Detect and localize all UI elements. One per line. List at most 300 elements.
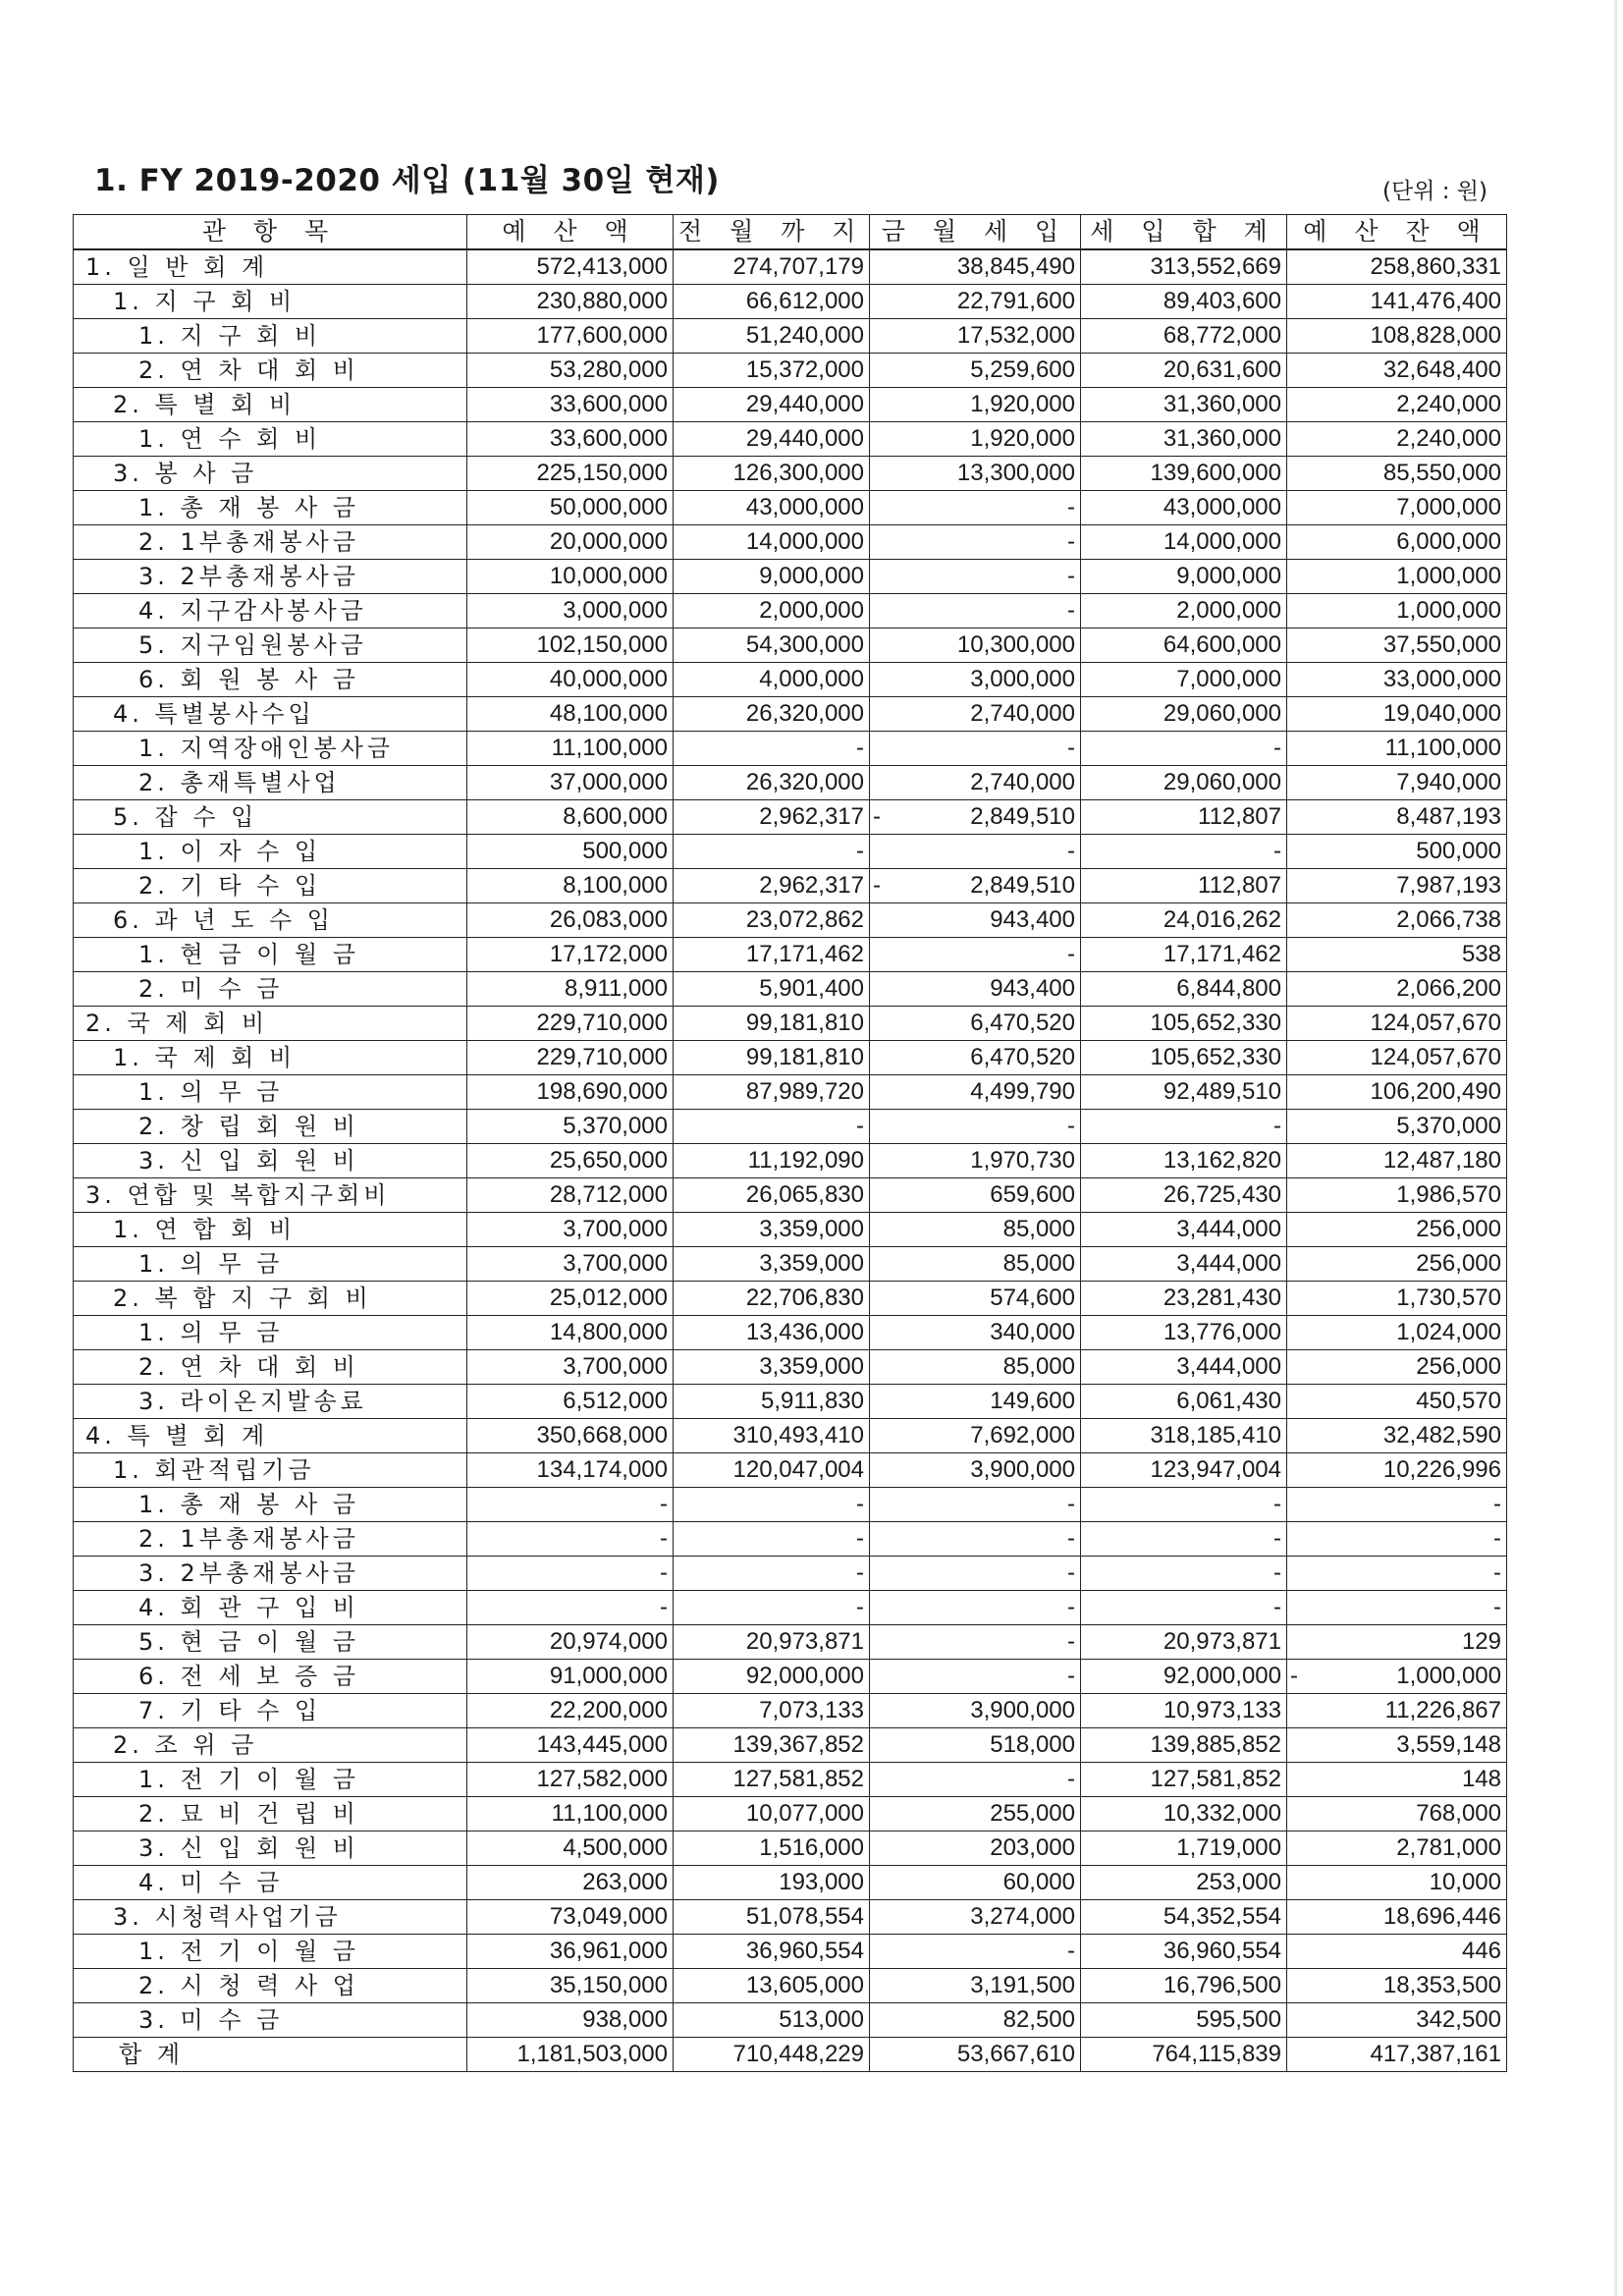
budget-cell [467, 1900, 674, 1935]
this-month-cell [870, 1694, 1081, 1728]
balance-cell [1287, 319, 1507, 354]
row-label: 2. 총재특별사업 [74, 766, 467, 800]
budget-cell [467, 1419, 674, 1453]
balance-cell [1287, 285, 1507, 319]
negative-sign: - [873, 803, 881, 830]
this-month-cell [870, 1660, 1081, 1694]
this-month-cell [870, 319, 1081, 354]
cell-value: 2,000,000 [1176, 597, 1281, 624]
cell-value: 253,000 [1196, 1869, 1281, 1895]
this-month-cell [870, 249, 1081, 285]
row-label: 1. 의 무 금 [74, 1316, 467, 1350]
total-revenue-cell [1081, 1522, 1287, 1557]
row-label: 2. 연 차 대 회 비 [74, 1350, 467, 1385]
balance-cell [1287, 1282, 1507, 1316]
row-label: 4. 지구감사봉사금 [74, 594, 467, 629]
cell-value: 318,185,410 [1150, 1422, 1281, 1449]
prev-months-cell [674, 1316, 870, 1350]
table-row [74, 525, 1507, 560]
cell-value: 24,016,262 [1163, 906, 1281, 933]
prev-months-cell [674, 1350, 870, 1385]
row-label: 1. 이 자 수 입 [74, 835, 467, 869]
cell-value: 258,860,331 [1370, 253, 1501, 280]
this-month-cell [870, 525, 1081, 560]
this-month-cell [870, 938, 1081, 972]
cell-value: 6,061,430 [1176, 1388, 1281, 1414]
cell-value: 2,066,738 [1396, 906, 1501, 933]
cell-value: 32,648,400 [1382, 356, 1501, 383]
cell-value: 17,532,000 [956, 322, 1075, 349]
cell-value: - [1067, 1663, 1075, 1689]
row-label: 4. 회 관 구 입 비 [74, 1591, 467, 1625]
cell-value: 3,274,000 [970, 1903, 1075, 1930]
budget-cell [467, 766, 674, 800]
cell-value: 25,650,000 [549, 1147, 668, 1174]
budget-cell [467, 938, 674, 972]
cell-value: 13,436,000 [745, 1319, 864, 1345]
prev-months-cell [674, 732, 870, 766]
budget-cell [467, 1075, 674, 1110]
row-label: 3. 미 수 금 [74, 2003, 467, 2038]
total-revenue-cell [1081, 1144, 1287, 1178]
cell-value: 53,667,610 [956, 2041, 1075, 2067]
total-revenue-cell [1081, 1075, 1287, 1110]
budget-cell [467, 1144, 674, 1178]
row-label: 1. 지 구 회 비 [74, 319, 467, 354]
balance-cell [1287, 1385, 1507, 1419]
row-label: 1. 회관적립기금 [74, 1453, 467, 1488]
row-label: 3. 2부총재봉사금 [74, 1557, 467, 1591]
prev-months-cell [674, 1282, 870, 1316]
cell-value: 112,807 [1198, 803, 1281, 830]
cell-value: 64,600,000 [1163, 631, 1281, 658]
cell-value: 7,940,000 [1396, 769, 1501, 795]
cell-value: 3,900,000 [970, 1697, 1075, 1723]
cell-value: 2,000,000 [759, 597, 864, 624]
prev-months-cell [674, 2038, 870, 2072]
this-month-cell [870, 800, 1081, 835]
budget-cell [467, 354, 674, 388]
cell-value: - [1493, 1594, 1501, 1620]
table-row [74, 1213, 1507, 1247]
row-label: 2. 조 위 금 [74, 1728, 467, 1763]
table-row [74, 2003, 1507, 2038]
cell-value: 33,600,000 [549, 391, 668, 417]
cell-value: 256,000 [1416, 1250, 1501, 1277]
cell-value: 1,000,000 [1396, 1663, 1501, 1689]
cell-value: 36,960,554 [745, 1938, 864, 1964]
cell-value: - [856, 735, 864, 761]
cell-value: 127,581,852 [732, 1766, 864, 1792]
budget-cell [467, 1935, 674, 1969]
cell-value: 127,582,000 [536, 1766, 668, 1792]
row-label: 1. 지역장애인봉사금 [74, 732, 467, 766]
cell-value: 85,000 [1002, 1353, 1075, 1380]
budget-cell [467, 1385, 674, 1419]
cell-value: 13,605,000 [745, 1972, 864, 1998]
cell-value: 91,000,000 [549, 1663, 668, 1689]
cell-value: 7,987,193 [1396, 872, 1501, 899]
balance-cell [1287, 1625, 1507, 1660]
prev-months-cell [674, 388, 870, 422]
cell-value: 112,807 [1198, 872, 1281, 899]
cell-value: 256,000 [1416, 1353, 1501, 1380]
prev-months-cell [674, 1007, 870, 1041]
cell-value: 7,073,133 [759, 1697, 864, 1723]
cell-value: 10,973,133 [1163, 1697, 1281, 1723]
total-revenue-cell [1081, 319, 1287, 354]
table-row [74, 1007, 1507, 1041]
cell-value: 92,489,510 [1163, 1078, 1281, 1105]
cell-value: 8,100,000 [563, 872, 668, 899]
row-label: 3. 연합 및 복합지구회비 [74, 1178, 467, 1213]
cell-value: 19,040,000 [1382, 700, 1501, 727]
budget-cell [467, 388, 674, 422]
row-label: 1. 현 금 이 월 금 [74, 938, 467, 972]
balance-cell [1287, 835, 1507, 869]
prev-months-cell [674, 422, 870, 457]
cell-value: 18,353,500 [1382, 1972, 1501, 1998]
cell-value: 17,172,000 [549, 941, 668, 967]
cell-value: - [1067, 1938, 1075, 1964]
balance-cell [1287, 972, 1507, 1007]
this-month-cell [870, 629, 1081, 663]
total-revenue-cell [1081, 1866, 1287, 1900]
budget-cell [467, 1797, 674, 1831]
prev-months-cell [674, 1419, 870, 1453]
balance-cell [1287, 1900, 1507, 1935]
balance-cell [1287, 457, 1507, 491]
table-row [74, 1144, 1507, 1178]
prev-months-cell [674, 1178, 870, 1213]
cell-value: - [856, 1491, 864, 1517]
cell-value: 177,600,000 [536, 322, 668, 349]
total-revenue-cell [1081, 1385, 1287, 1419]
cell-value: 538 [1461, 941, 1501, 967]
budget-cell [467, 1007, 674, 1041]
cell-value: 11,100,000 [1384, 735, 1501, 761]
row-label: 합 계 [74, 2038, 467, 2072]
cell-value: 263,000 [582, 1869, 668, 1895]
total-revenue-cell [1081, 1831, 1287, 1866]
cell-value: 193,000 [779, 1869, 864, 1895]
cell-value: 23,281,430 [1163, 1285, 1281, 1311]
cell-value: - [1273, 1559, 1281, 1586]
prev-months-cell [674, 1763, 870, 1797]
row-label: 1. 지 구 회 비 [74, 285, 467, 319]
table-row [74, 1797, 1507, 1831]
budget-cell [467, 1660, 674, 1694]
cell-value: 85,000 [1002, 1250, 1075, 1277]
table-row [74, 1075, 1507, 1110]
total-revenue-cell [1081, 1041, 1287, 1075]
cell-value: 574,600 [990, 1285, 1075, 1311]
cell-value: 33,000,000 [1382, 666, 1501, 692]
row-label: 1. 연 합 회 비 [74, 1213, 467, 1247]
cell-value: 139,885,852 [1150, 1731, 1281, 1758]
table-row [74, 766, 1507, 800]
table-row [74, 663, 1507, 697]
header-this-month: 금 월 세 입 [870, 215, 1081, 250]
cell-value: 33,600,000 [549, 425, 668, 452]
total-revenue-cell [1081, 1178, 1287, 1213]
cell-value: - [1067, 528, 1075, 555]
cell-value: 595,500 [1196, 2006, 1281, 2033]
cell-value: 36,960,554 [1163, 1938, 1281, 1964]
cell-value: 11,100,000 [551, 1800, 668, 1827]
cell-value: 68,772,000 [1163, 322, 1281, 349]
cell-value: 22,791,600 [956, 288, 1075, 314]
cell-value: 943,400 [990, 975, 1075, 1002]
table-row [74, 422, 1507, 457]
cell-value: 26,083,000 [549, 906, 668, 933]
cell-value: 7,000,000 [1176, 666, 1281, 692]
this-month-cell [870, 1007, 1081, 1041]
table-row [74, 388, 1507, 422]
cell-value: 229,710,000 [536, 1010, 668, 1036]
cell-value: 15,372,000 [745, 356, 864, 383]
cell-value: 40,000,000 [549, 666, 668, 692]
budget-cell [467, 1831, 674, 1866]
table-row [74, 1041, 1507, 1075]
balance-cell [1287, 903, 1507, 938]
cell-value: 105,652,330 [1150, 1044, 1281, 1070]
budget-cell [467, 663, 674, 697]
cell-value: 31,360,000 [1163, 425, 1281, 452]
cell-value: 17,171,462 [1163, 941, 1281, 967]
prev-months-cell [674, 800, 870, 835]
balance-cell [1287, 1763, 1507, 1797]
this-month-cell [870, 457, 1081, 491]
balance-cell [1287, 525, 1507, 560]
budget-cell [467, 732, 674, 766]
cell-value: 417,387,161 [1370, 2041, 1501, 2067]
prev-months-cell [674, 1041, 870, 1075]
this-month-cell [870, 1797, 1081, 1831]
row-label: 1. 총 재 봉 사 금 [74, 491, 467, 525]
row-label: 1. 일 반 회 계 [74, 249, 467, 285]
budget-cell [467, 457, 674, 491]
cell-value: 85,000 [1002, 1216, 1075, 1242]
prev-months-cell [674, 1866, 870, 1900]
cell-value: 20,974,000 [549, 1628, 668, 1655]
budget-cell [467, 1453, 674, 1488]
this-month-cell [870, 560, 1081, 594]
balance-cell [1287, 1247, 1507, 1282]
cell-value: 2,066,200 [1396, 975, 1501, 1002]
cell-value: 106,200,490 [1370, 1078, 1501, 1105]
cell-value: - [1067, 941, 1075, 967]
cell-value: 1,920,000 [970, 391, 1075, 417]
cell-value: 340,000 [990, 1319, 1075, 1345]
row-label: 2. 미 수 금 [74, 972, 467, 1007]
total-revenue-cell [1081, 1488, 1287, 1522]
this-month-cell [870, 2003, 1081, 2038]
budget-cell [467, 2003, 674, 2038]
cell-value: 255,000 [990, 1800, 1075, 1827]
total-revenue-cell [1081, 1282, 1287, 1316]
prev-months-cell [674, 1969, 870, 2003]
row-label: 4. 특별봉사수입 [74, 697, 467, 732]
prev-months-cell [674, 1900, 870, 1935]
cell-value: - [1273, 838, 1281, 864]
table-row [74, 1419, 1507, 1453]
total-revenue-cell [1081, 629, 1287, 663]
table-row [74, 697, 1507, 732]
balance-cell [1287, 491, 1507, 525]
cell-value: 225,150,000 [536, 460, 668, 486]
cell-value: 43,000,000 [1163, 494, 1281, 520]
cell-value: 14,000,000 [745, 528, 864, 555]
budget-cell [467, 2038, 674, 2072]
budget-cell [467, 491, 674, 525]
cell-value: 3,700,000 [563, 1216, 668, 1242]
balance-cell [1287, 249, 1507, 285]
budget-cell [467, 525, 674, 560]
balance-cell [1287, 1213, 1507, 1247]
prev-months-cell [674, 972, 870, 1007]
prev-months-cell [674, 903, 870, 938]
this-month-cell [870, 903, 1081, 938]
this-month-cell [870, 1488, 1081, 1522]
balance-cell [1287, 663, 1507, 697]
cell-value: 518,000 [990, 1731, 1075, 1758]
cell-value: 8,600,000 [563, 803, 668, 830]
cell-value: 54,352,554 [1163, 1903, 1281, 1930]
table-row [74, 560, 1507, 594]
this-month-cell [870, 1110, 1081, 1144]
row-label: 3. 봉 사 금 [74, 457, 467, 491]
table-row [74, 938, 1507, 972]
prev-months-cell [674, 1831, 870, 1866]
cell-value: 8,487,193 [1396, 803, 1501, 830]
table-row [74, 869, 1507, 903]
total-revenue-cell [1081, 2003, 1287, 2038]
cell-value: - [1273, 735, 1281, 761]
cell-value: 198,690,000 [536, 1078, 668, 1105]
table-row [74, 972, 1507, 1007]
row-label: 3. 신 입 회 원 비 [74, 1144, 467, 1178]
cell-value: 35,150,000 [549, 1972, 668, 1998]
total-revenue-cell [1081, 491, 1287, 525]
cell-value: - [1067, 1766, 1075, 1792]
balance-cell [1287, 1488, 1507, 1522]
cell-value: 134,174,000 [536, 1456, 668, 1483]
cell-value: 6,844,800 [1176, 975, 1281, 1002]
cell-value: 1,516,000 [759, 1834, 864, 1861]
prev-months-cell [674, 1591, 870, 1625]
cell-value: 32,482,590 [1382, 1422, 1501, 1449]
row-label: 1. 전 기 이 월 금 [74, 1763, 467, 1797]
budget-cell [467, 1488, 674, 1522]
cell-value: 2,849,510 [970, 872, 1075, 899]
cell-value: 3,000,000 [970, 666, 1075, 692]
total-revenue-cell [1081, 1350, 1287, 1385]
total-revenue-cell [1081, 1557, 1287, 1591]
row-label: 5. 현 금 이 월 금 [74, 1625, 467, 1660]
row-label: 2. 연 차 대 회 비 [74, 354, 467, 388]
budget-cell [467, 319, 674, 354]
balance-cell [1287, 1419, 1507, 1453]
row-label: 2. 묘 비 건 립 비 [74, 1797, 467, 1831]
cell-value: 10,332,000 [1163, 1800, 1281, 1827]
row-label: 2. 기 타 수 입 [74, 869, 467, 903]
cell-value: 3,000,000 [563, 597, 668, 624]
row-label: 1. 의 무 금 [74, 1075, 467, 1110]
balance-cell [1287, 1144, 1507, 1178]
total-revenue-cell [1081, 835, 1287, 869]
cell-value: 1,719,000 [1176, 1834, 1281, 1861]
cell-value: 73,049,000 [549, 1903, 668, 1930]
cell-value: 51,240,000 [745, 322, 864, 349]
cell-value: 1,920,000 [970, 425, 1075, 452]
table-row [74, 1935, 1507, 1969]
table-row [74, 1900, 1507, 1935]
table-row [74, 1350, 1507, 1385]
total-revenue-cell [1081, 766, 1287, 800]
cell-value: - [1273, 1491, 1281, 1517]
prev-months-cell [674, 1694, 870, 1728]
this-month-cell [870, 1866, 1081, 1900]
total-revenue-cell [1081, 2038, 1287, 2072]
prev-months-cell [674, 1557, 870, 1591]
header-budget-balance: 예 산 잔 액 [1287, 215, 1507, 250]
this-month-cell [870, 594, 1081, 629]
this-month-cell [870, 1213, 1081, 1247]
row-label: 6. 회 원 봉 사 금 [74, 663, 467, 697]
this-month-cell [870, 663, 1081, 697]
cell-value: 16,796,500 [1163, 1972, 1281, 1998]
cell-value: 36,961,000 [549, 1938, 668, 1964]
cell-value: 102,150,000 [536, 631, 668, 658]
prev-months-cell [674, 285, 870, 319]
row-label: 3. 신 입 회 원 비 [74, 1831, 467, 1866]
this-month-cell [870, 732, 1081, 766]
cell-value: 11,100,000 [551, 735, 668, 761]
cell-value: - [1273, 1594, 1281, 1620]
budget-cell [467, 903, 674, 938]
budget-cell [467, 1728, 674, 1763]
table-row [74, 1763, 1507, 1797]
balance-cell [1287, 1660, 1507, 1694]
cell-value: 51,078,554 [745, 1903, 864, 1930]
balance-cell [1287, 560, 1507, 594]
total-revenue-cell [1081, 388, 1287, 422]
balance-cell [1287, 766, 1507, 800]
cell-value: 1,000,000 [1396, 563, 1501, 589]
cell-value: 7,692,000 [970, 1422, 1075, 1449]
cell-value: 2,849,510 [970, 803, 1075, 830]
cell-value: 2,740,000 [970, 700, 1075, 727]
row-label: 4. 특 별 회 계 [74, 1419, 467, 1453]
cell-value: 2,240,000 [1396, 425, 1501, 452]
cell-value: 99,181,810 [745, 1044, 864, 1070]
budget-cell [467, 1522, 674, 1557]
this-month-cell [870, 1385, 1081, 1419]
cell-value: 1,970,730 [970, 1147, 1075, 1174]
balance-cell [1287, 1007, 1507, 1041]
cell-value: 9,000,000 [759, 563, 864, 589]
cell-value: 3,700,000 [563, 1250, 668, 1277]
total-revenue-cell [1081, 249, 1287, 285]
cell-value: 3,444,000 [1176, 1216, 1281, 1242]
cell-value: 2,781,000 [1396, 1834, 1501, 1861]
budget-cell [467, 1625, 674, 1660]
table-row [74, 903, 1507, 938]
total-revenue-cell [1081, 1969, 1287, 2003]
table-row [74, 354, 1507, 388]
prev-months-cell [674, 766, 870, 800]
